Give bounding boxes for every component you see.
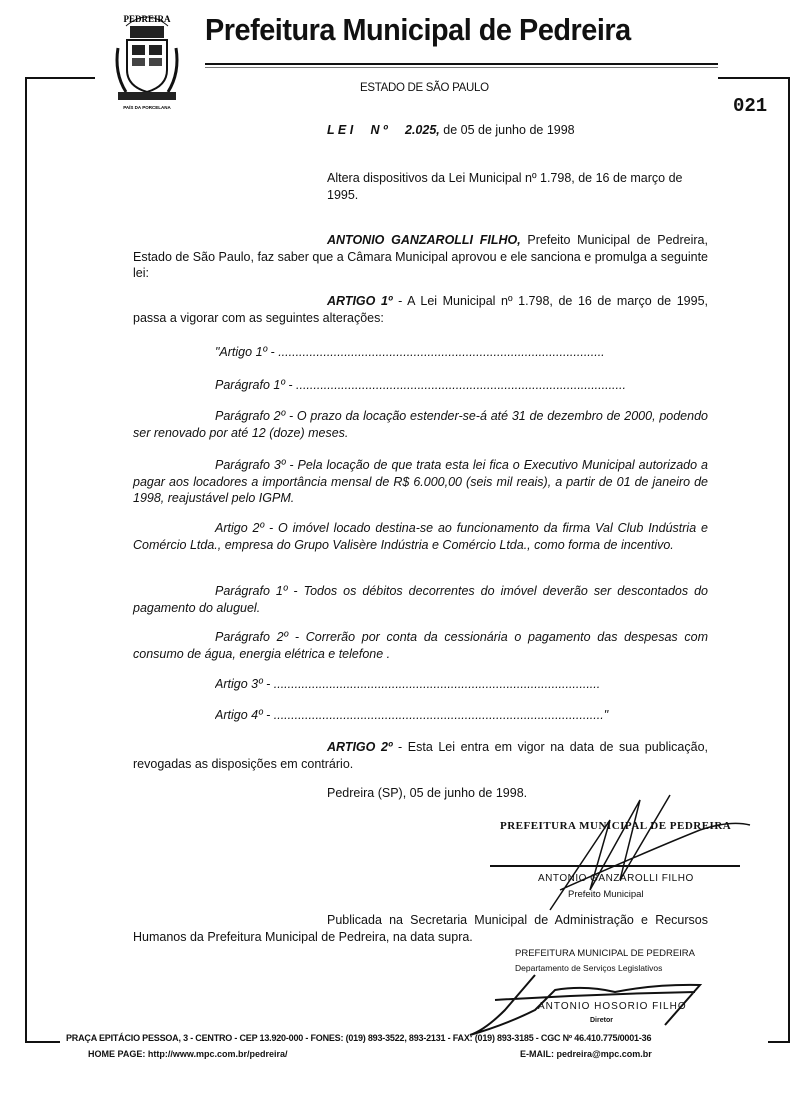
article-1 [133,293,708,326]
page-number: 021 [733,95,768,117]
quoted-paragrafo-1: Parágrafo 1º - ............................................................................................... [215,378,626,392]
svg-text:PAÍS DA PORCELANA: PAÍS DA PORCELANA [123,105,171,110]
frame-bottom-right [768,1041,790,1043]
quoted-artigo-2-paragrafo-2: Parágrafo 2º - Correrão por conta da cessionária o pagamento das despesas com consumo de água, energia elétrica e telefone . [133,630,708,661]
quoted-artigo-3: Artigo 3º - .............................................................................................. [215,677,601,691]
publication-note: Publicada na Secretaria Municipal de Administração e Recursos Humanos da Prefeitura Municipal de Pedreira, na data supra. [133,913,708,944]
quoted-artigo-1: "Artigo 1º - .............................................................................................. [215,345,605,359]
num-label: N º [370,123,388,137]
preamble [133,232,708,282]
article-2-text: - Esta Lei entra em vigor na data de sua publicação, revogadas as disposições em contrário. [133,740,709,771]
article-2-label: ARTIGO 2º [327,740,393,754]
footer-homepage: HOME PAGE: http://www.mpc.com.br/pedreira/ [88,1049,288,1059]
municipal-crest-logo [112,8,182,113]
title-underline [205,63,718,65]
footer-address: PRAÇA EPITÁCIO PESSOA, 3 - CENTRO - CEP 13.920-000 - FONES: (019) 893-3522, 893-2131 - FAX: (019) 893-3185 - CGC Nº 46.410.775/0001-36 [66,1033,652,1043]
place-date: Pedreira (SP), 05 de junho de 1998. [327,786,528,800]
law-number: 2.025, [405,123,440,137]
preamble-name: ANTONIO GANZAROLLI FILHO, [327,233,521,247]
frame-top-left [25,77,95,79]
header-title: Prefeitura Municipal de Pedreira [205,12,631,47]
dept-stamp: PREFEITURA MUNICIPAL DE PEDREIRA [515,948,696,959]
svg-text:PEDREIRA: PEDREIRA [123,14,171,24]
law-date: de 05 de junho de 1998 [443,123,575,137]
law-heading [327,123,575,137]
law-summary: Altera dispositivos da Lei Municipal nº 1.798, de 16 de março de 1995. [327,171,683,202]
footer-email: E-MAIL: pedreira@mpc.com.br [520,1049,652,1059]
header-subtitle: ESTADO DE SÃO PAULO [360,82,489,94]
article-1-text: - A Lei Municipal nº 1.798, de 16 de março de 1995, passa a vigorar com as seguintes alterações: [133,294,708,325]
frame-right [788,77,790,1042]
quoted-artigo-2: Artigo 2º - O imóvel locado destina-se ao funcionamento da firma Val Club Indústria e Comércio Ltda., empresa do Grupo Valisère Indústria e Comércio Ltda., como forma de incentivo. [133,521,708,552]
mayor-name: ANTONIO GANZAROLLI FILHO [538,873,694,884]
article-1-label: ARTIGO 1º [327,294,393,308]
frame-top-right [718,77,790,79]
dept-name: Departamento de Serviços Legislativos [515,963,663,973]
frame-bottom-left [25,1041,60,1043]
title-underline-thin [205,67,718,68]
frame-left [25,77,27,1042]
director-name: ANTONIO HOSORIO FILHO [538,1001,687,1012]
quoted-paragrafo-2: Parágrafo 2º - O prazo da locação estender-se-á até 31 de dezembro de 2000, podendo ser renovado por até 12 (doze) meses. [133,409,708,440]
quoted-artigo-4: Artigo 4º - ..............................................................................................." [215,708,609,722]
quoted-artigo-2-paragrafo-1: Parágrafo 1º - Todos os débitos decorrentes do imóvel deverão ser descontados do pagamento do aluguel. [133,584,708,615]
lei-label: L E I [327,123,354,137]
article-2 [133,739,708,772]
quoted-paragrafo-3: Parágrafo 3º - Pela locação de que trata esta lei fica o Executivo Municipal autorizado a pagar aos locadores a importância mensal de R$ 6.000,00 (seis mil reais), a partir de 01 de janeiro de 1998, reajustável pelo IGPM. [133,458,708,505]
preamble-text: Prefeito Municipal de Pedreira, Estado de São Paulo, faz saber que a Câmara Municipal aprovou e ele sanciona e promulga a seguinte lei: [133,233,708,280]
mayor-stamp: PREFEITURA MUNICIPAL DE PEDREIRA [500,820,732,832]
mayor-signature [530,790,760,920]
mayor-role: Prefeito Municipal [568,889,644,900]
director-role: Diretor [590,1017,613,1024]
